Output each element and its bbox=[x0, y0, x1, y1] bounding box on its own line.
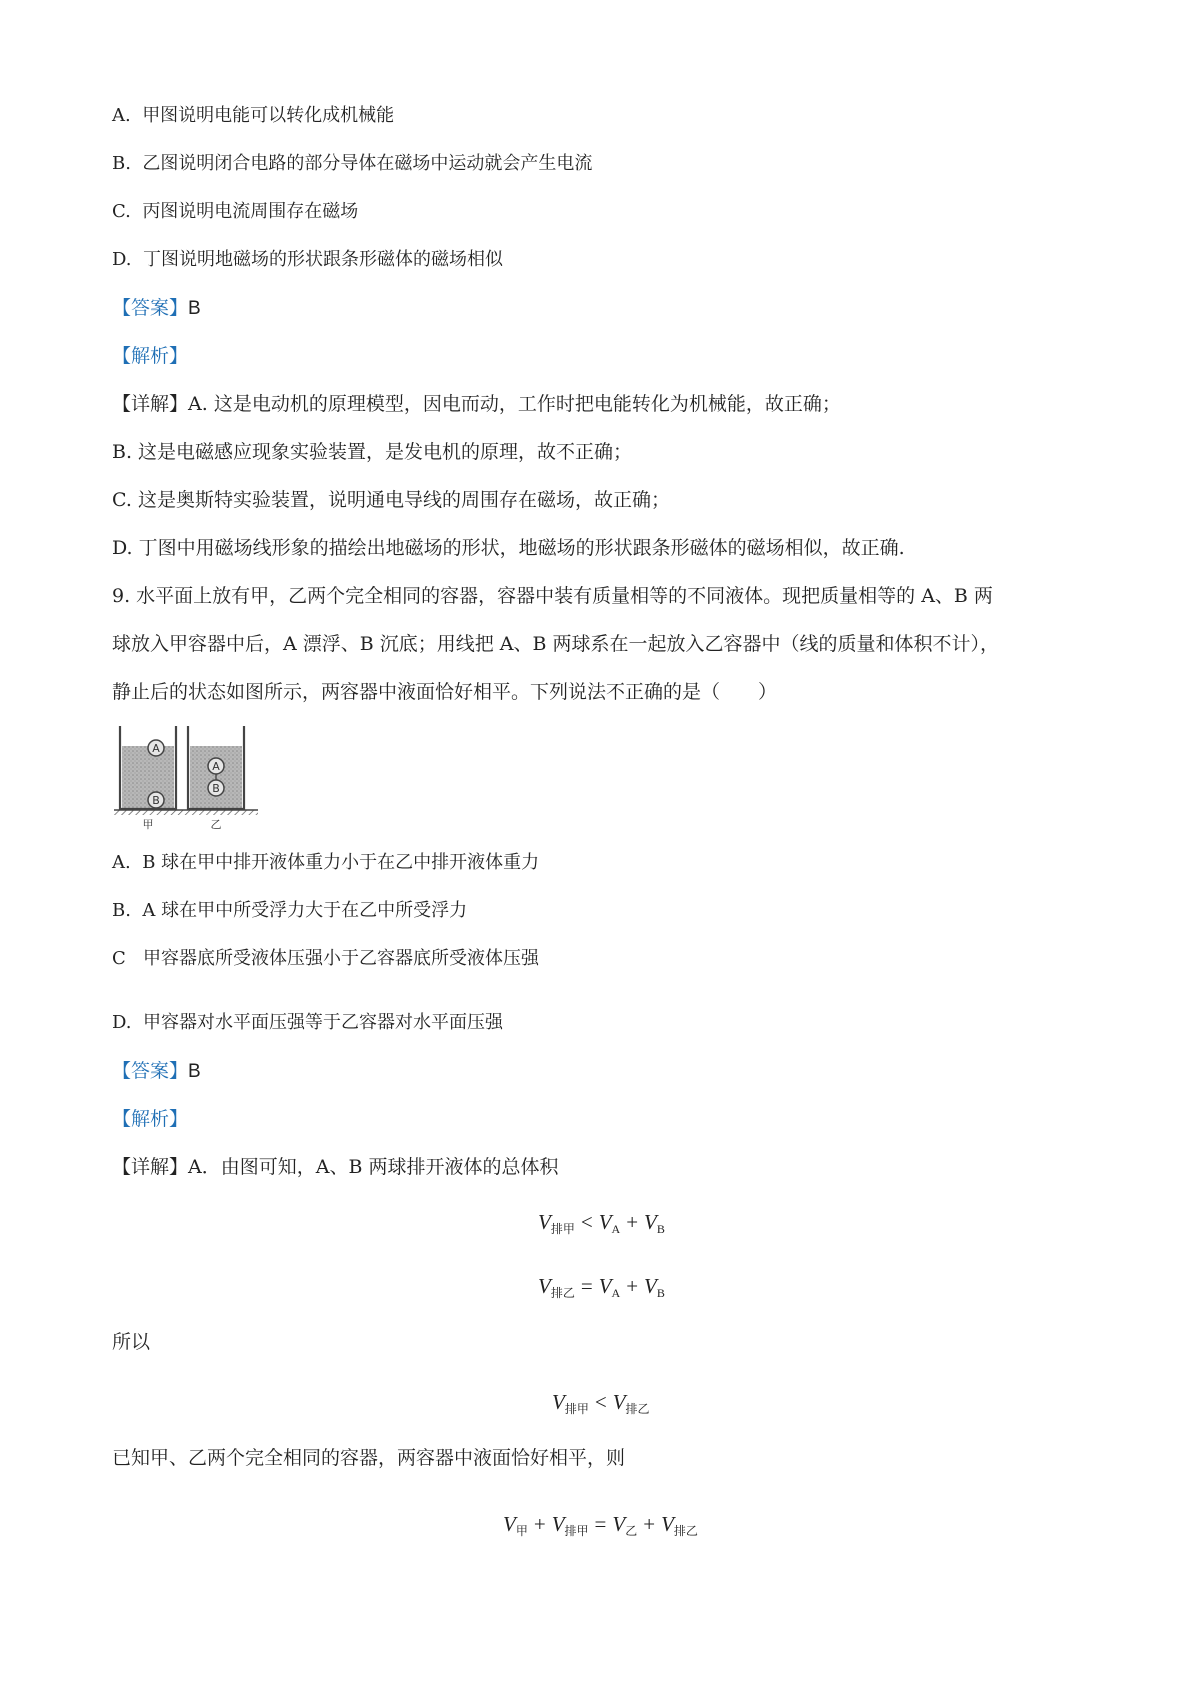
stem-text: 静止后的状态如图所示，两容器中液面恰好相平。下列说法不正确的是（ ） bbox=[112, 681, 778, 703]
q9-answer bbox=[112, 1059, 201, 1084]
option-letter: C bbox=[112, 948, 126, 969]
option-text: 甲容器底所受液体压强小于乙容器底所受液体压强 bbox=[142, 948, 539, 969]
option-letter: A. bbox=[112, 105, 131, 126]
stem-text: 球放入甲容器中后，A 漂浮、B 沉底；用线把 A、B 两球系在一起放入乙容器中（线的质量和体积不计）， bbox=[112, 633, 1000, 655]
answer-value: B bbox=[188, 1061, 201, 1082]
q8-option-c bbox=[112, 200, 358, 224]
q8-option-d bbox=[112, 248, 503, 272]
q8-detail-c bbox=[112, 488, 670, 512]
q9-detail-intro bbox=[112, 1155, 558, 1179]
option-text: 丁图说明地磁场的形状跟条形磁体的磁场相似 bbox=[142, 249, 503, 270]
detail-tag: 【详解】 bbox=[112, 1156, 189, 1178]
option-letter: B. bbox=[112, 900, 131, 921]
option-text: 乙图说明闭合电路的部分导体在磁场中运动就会产生电流 bbox=[142, 153, 593, 174]
q8-option-a bbox=[112, 104, 394, 128]
option-letter: D. bbox=[112, 1012, 132, 1033]
ball-b-label: B bbox=[212, 782, 220, 795]
q9-analysis bbox=[112, 1107, 188, 1131]
q9-stem-line bbox=[112, 584, 993, 608]
option-text: B 球在甲中排开液体重力小于在乙中排开液体重力 bbox=[142, 852, 540, 873]
detail-text: B. 这是电磁感应现象实验装置，是发电机的原理，故不正确； bbox=[112, 441, 633, 463]
known-text: 已知甲、乙两个完全相同的容器，两容器中液面恰好相平，则 bbox=[112, 1447, 626, 1469]
formula-1: $V_{排甲} < V_A + V_B$ bbox=[538, 1210, 665, 1236]
option-text: 甲容器对水平面压强等于乙容器对水平面压强 bbox=[142, 1012, 503, 1033]
option-text: A 球在甲中所受浮力大于在乙中所受浮力 bbox=[142, 900, 468, 921]
q8-detail-a bbox=[112, 392, 841, 416]
label-jia: 甲 bbox=[142, 818, 154, 830]
ball-a-label: A bbox=[212, 760, 220, 773]
detail-text: A. 这是电动机的原理模型，因电而动，工作时把电能转化为机械能，故正确； bbox=[188, 393, 841, 415]
q9-stem-line bbox=[112, 632, 999, 656]
containers-diagram bbox=[112, 718, 260, 830]
answer-tag: 【答案】 bbox=[112, 1060, 189, 1082]
detail-text: A．由图可知，A、B 两球排开液体的总体积 bbox=[188, 1156, 559, 1178]
option-letter: A. bbox=[112, 852, 131, 873]
q8-option-b bbox=[112, 152, 592, 176]
ball-a-label: A bbox=[152, 742, 160, 755]
answer-tag: 【答案】 bbox=[112, 297, 189, 319]
analysis-tag: 【解析】 bbox=[112, 1108, 189, 1130]
ball-b-label: B bbox=[152, 794, 160, 807]
option-letter: C. bbox=[112, 201, 131, 222]
q9-stem-line bbox=[112, 680, 777, 704]
q8-answer bbox=[112, 296, 201, 321]
option-letter: B. bbox=[112, 153, 131, 174]
detail-text: C. 这是奥斯特实验装置，说明通电导线的周围存在磁场，故正确； bbox=[112, 489, 670, 511]
formula-4: $V_甲 + V_{排甲} = V_乙 + V_{排乙}$ bbox=[503, 1512, 698, 1538]
q8-analysis bbox=[112, 344, 188, 368]
detail-tag: 【详解】 bbox=[112, 393, 189, 415]
option-letter: D. bbox=[112, 249, 132, 270]
q9-option-c bbox=[112, 947, 539, 971]
answer-value: B bbox=[188, 298, 201, 319]
option-text: 甲图说明电能可以转化成机械能 bbox=[142, 105, 395, 126]
analysis-tag: 【解析】 bbox=[112, 345, 189, 367]
q8-detail-d bbox=[112, 536, 905, 560]
q9-option-a bbox=[112, 851, 539, 875]
q8-detail-b bbox=[112, 440, 632, 464]
q9-option-d bbox=[112, 1011, 503, 1035]
detail-text: D. 丁图中用磁场线形象的描绘出地磁场的形状，地磁场的形状跟条形磁体的磁场相似，故正确. bbox=[112, 537, 905, 559]
stem-text: 9. 水平面上放有甲，乙两个完全相同的容器，容器中装有质量相等的不同液体。现把质量相等的 A、B 两 bbox=[112, 585, 993, 607]
formula-2: $V_{排乙} = V_A + V_B$ bbox=[538, 1274, 665, 1300]
so-text: 所以 bbox=[112, 1331, 151, 1353]
containers-figure bbox=[112, 718, 260, 830]
formula-3: $V_{排甲} < V_{排乙}$ bbox=[552, 1390, 650, 1416]
label-yi: 乙 bbox=[210, 818, 222, 830]
q9-option-b bbox=[112, 899, 467, 923]
option-text: 丙图说明电流周围存在磁场 bbox=[142, 201, 359, 222]
